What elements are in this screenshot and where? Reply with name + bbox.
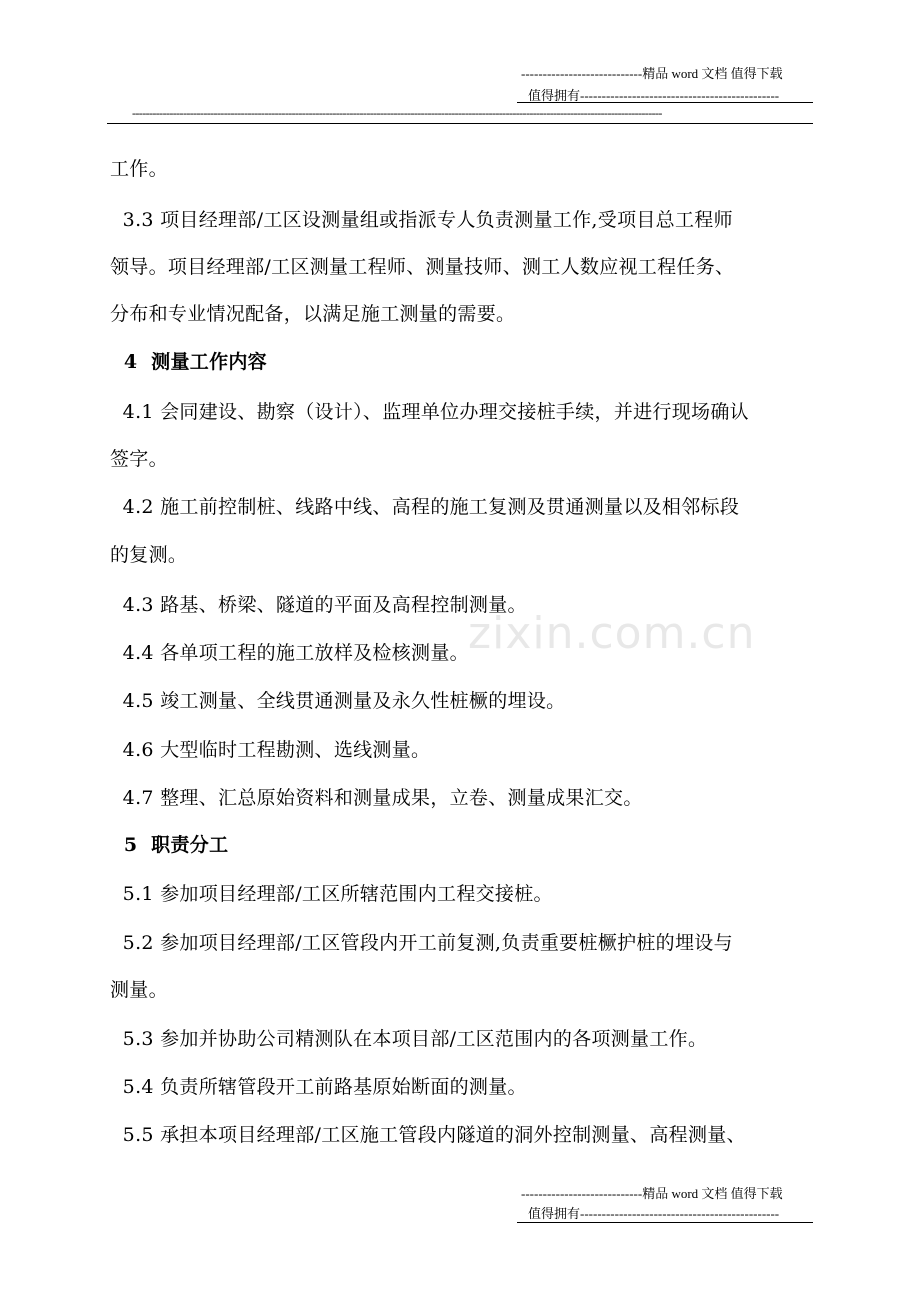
text-line: 5.3 参加并协助公司精测队在本项目部/工区范围内的各项测量工作。 <box>110 1028 708 1050</box>
section-heading: 5 职责分工 <box>110 834 229 856</box>
text-line: 分布和专业情况配备，以满足施工测量的需要。 <box>110 303 516 325</box>
section-heading: 4 测量工作内容 <box>110 351 267 373</box>
header-line-3: ------------------------------------------------------------------------------------------------------------------------------------------------------------ <box>132 106 662 120</box>
text-line: 4.3 路基、桥梁、隧道的平面及高程控制测量。 <box>110 594 527 616</box>
text-line: 签字。 <box>110 448 168 470</box>
text-line: 5.5 承担本项目经理部/工区施工管段内隧道的洞外控制测量、高程测量、 <box>110 1124 746 1146</box>
footer-line-2: 值得拥有---------------------------------------------- <box>528 1206 780 1221</box>
text-line: 工作。 <box>110 158 168 180</box>
footer-line-1: ----------------------------精品 word 文档 值得下载 <box>521 1186 783 1201</box>
text-line: 5.1 参加项目经理部/工区所辖范围内工程交接桩。 <box>110 883 553 905</box>
text-line: 3.3 项目经理部/工区设测量组或指派专人负责测量工作,受项目总工程师 <box>110 209 733 231</box>
text-line: 4.2 施工前控制桩、线路中线、高程的施工复测及贯通测量以及相邻标段 <box>110 496 740 518</box>
header-rule-long <box>107 123 813 124</box>
header-rule-short <box>517 102 813 103</box>
watermark: zixin.com.cn <box>468 608 756 659</box>
text-line: 4.5 竣工测量、全线贯通测量及永久性桩橛的埋设。 <box>110 690 566 712</box>
header-line-2: 值得拥有---------------------------------------------- <box>528 88 780 103</box>
text-line: 4.1 会同建设、勘察（设计）、监理单位办理交接桩手续，并进行现场确认 <box>110 401 749 423</box>
text-line: 5.2 参加项目经理部/工区管段内开工前复测,负责重要桩橛护桩的埋设与 <box>110 932 733 954</box>
header-line-1: ----------------------------精品 word 文档 值得下载 <box>521 66 783 81</box>
text-line: 5.4 负责所辖管段开工前路基原始断面的测量。 <box>110 1076 527 1098</box>
text-line: 4.7 整理、汇总原始资料和测量成果，立卷、测量成果汇交。 <box>110 787 643 809</box>
text-line: 4.4 各单项工程的施工放样及检核测量。 <box>110 642 469 664</box>
text-line: 的复测。 <box>110 544 188 566</box>
footer-rule <box>517 1222 813 1223</box>
text-line: 测量。 <box>110 979 168 1001</box>
text-line: 领导。项目经理部/工区测量工程师、测量技师、测工人数应视工程任务、 <box>110 256 735 278</box>
text-line: 4.6 大型临时工程勘测、选线测量。 <box>110 739 431 761</box>
